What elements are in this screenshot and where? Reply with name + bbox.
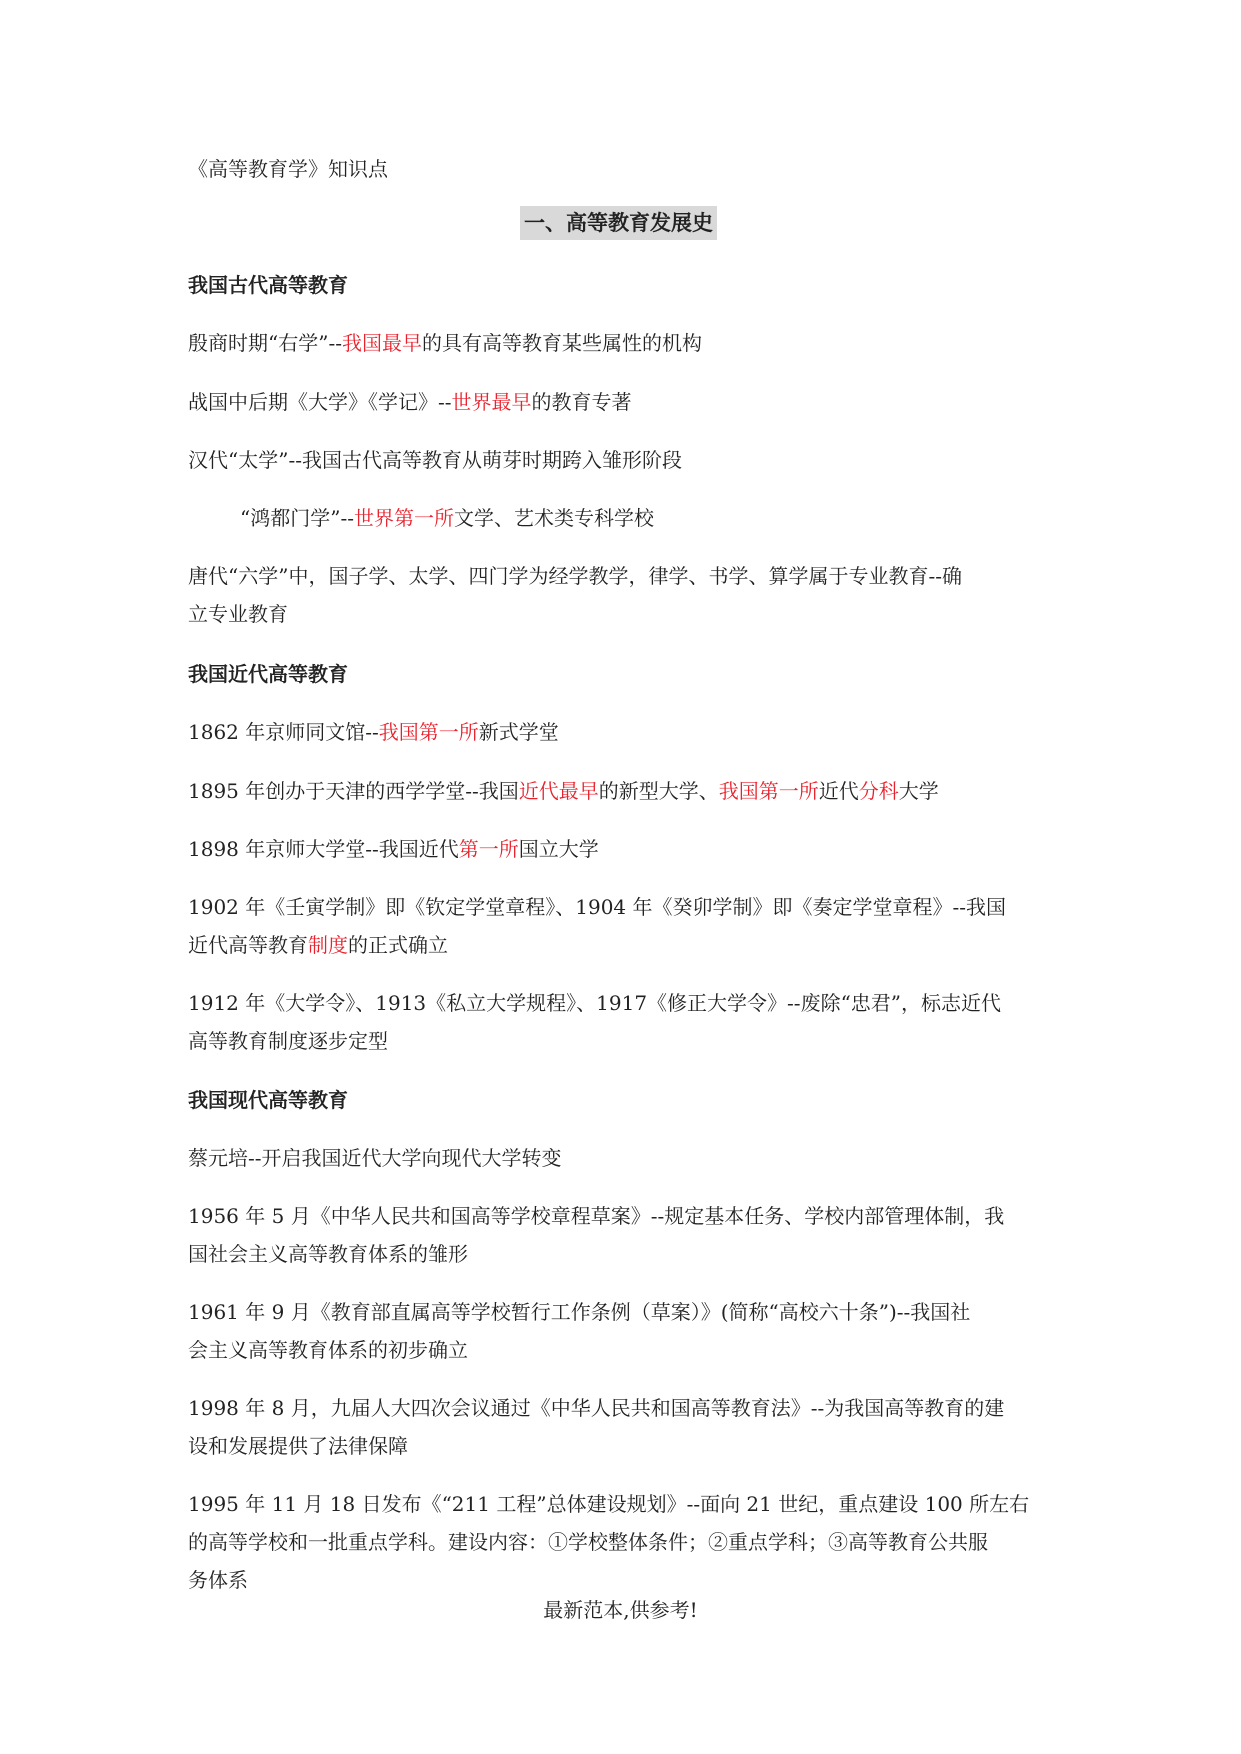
ancient-item-5-line-2: 立专业教育 xyxy=(188,602,288,626)
highlight: 第一所 xyxy=(458,837,519,861)
modern-item-5-line-2: 高等教育制度逐步定型 xyxy=(188,1029,388,1053)
contemporary-item-3-line-1: 1961 年 9 月《教育部直属高等学校暂行工作条例（草案）》(简称“高校六十条”)--我国社 xyxy=(188,1300,971,1324)
highlight: 世界第一所 xyxy=(353,506,454,530)
highlight: 制度 xyxy=(308,933,348,957)
contemporary-item-2-line-1: 1956 年 5 月《中华人民共和国高等学校章程草案》--规定基本任务、学校内部管理体制，我 xyxy=(188,1204,1005,1228)
highlight: 分科 xyxy=(858,779,899,803)
ancient-item-4: “鸿都门学”--世界第一所文学、艺术类专科学校 xyxy=(240,506,654,530)
contemporary-item-1: 蔡元培--开启我国近代大学向现代大学转变 xyxy=(188,1146,562,1170)
highlight: 世界最早 xyxy=(451,390,532,414)
contemporary-item-3-line-2: 会主义高等教育体系的初步确立 xyxy=(188,1338,468,1362)
ancient-item-5-line-1: 唐代“六学”中，国子学、太学、四门学为经学教学，律学、书学、算学属于专业教育--确 xyxy=(188,564,962,588)
modern-item-1: 1862 年京师同文馆--我国第一所新式学堂 xyxy=(188,720,559,744)
contemporary-item-4-line-2: 设和发展提供了法律保障 xyxy=(188,1434,408,1458)
highlight: 我国第一所 xyxy=(718,779,819,803)
heading-contemporary: 我国现代高等教育 xyxy=(188,1088,348,1112)
contemporary-item-2-line-2: 国社会主义高等教育体系的雏形 xyxy=(188,1242,468,1266)
section-title: 一、高等教育发展史 xyxy=(520,206,717,240)
contemporary-item-5-line-1: 1995 年 11 月 18 日发布《“211 工程”总体建设规划》--面向 21 世纪，重点建设 100 所左右 xyxy=(188,1492,1030,1516)
highlight: 我国最早 xyxy=(341,331,422,355)
highlight: 近代最早 xyxy=(518,779,599,803)
modern-item-3: 1898 年京师大学堂--我国近代第一所国立大学 xyxy=(188,837,599,861)
ancient-item-3: 汉代“太学”--我国古代高等教育从萌芽时期跨入雏形阶段 xyxy=(188,448,682,472)
ancient-item-2: 战国中后期《大学》《学记》--世界最早的教育专著 xyxy=(188,390,632,414)
contemporary-item-4-line-1: 1998 年 8 月，九届人大四次会议通过《中华人民共和国高等教育法》--为我国高等教育的建 xyxy=(188,1396,1005,1420)
page-footer: 最新范本,供参考! xyxy=(543,1598,698,1622)
contemporary-item-5-line-3: 务体系 xyxy=(188,1568,248,1592)
heading-modern-early: 我国近代高等教育 xyxy=(188,662,348,686)
contemporary-item-5-line-2: 的高等学校和一批重点学科。建设内容：①学校整体条件；②重点学科；③高等教育公共服 xyxy=(188,1530,988,1554)
highlight: 我国第一所 xyxy=(378,720,479,744)
modern-item-2: 1895 年创办于天津的西学学堂--我国近代最早的新型大学、我国第一所近代分科大学 xyxy=(188,779,939,803)
heading-ancient: 我国古代高等教育 xyxy=(188,273,348,297)
modern-item-5-line-1: 1912 年《大学令》、1913《私立大学规程》、1917《修正大学令》--废除“忠君”，标志近代 xyxy=(188,991,1002,1015)
modern-item-4-line-2: 近代高等教育制度的正式确立 xyxy=(188,933,448,957)
ancient-item-1: 殷商时期“右学”--我国最早的具有高等教育某些属性的机构 xyxy=(188,331,702,355)
modern-item-4-line-1: 1902 年《壬寅学制》即《钦定学堂章程》、1904 年《癸卯学制》即《奏定学堂章程》--我国 xyxy=(188,895,1007,919)
document-title: 《高等教育学》知识点 xyxy=(188,157,388,181)
